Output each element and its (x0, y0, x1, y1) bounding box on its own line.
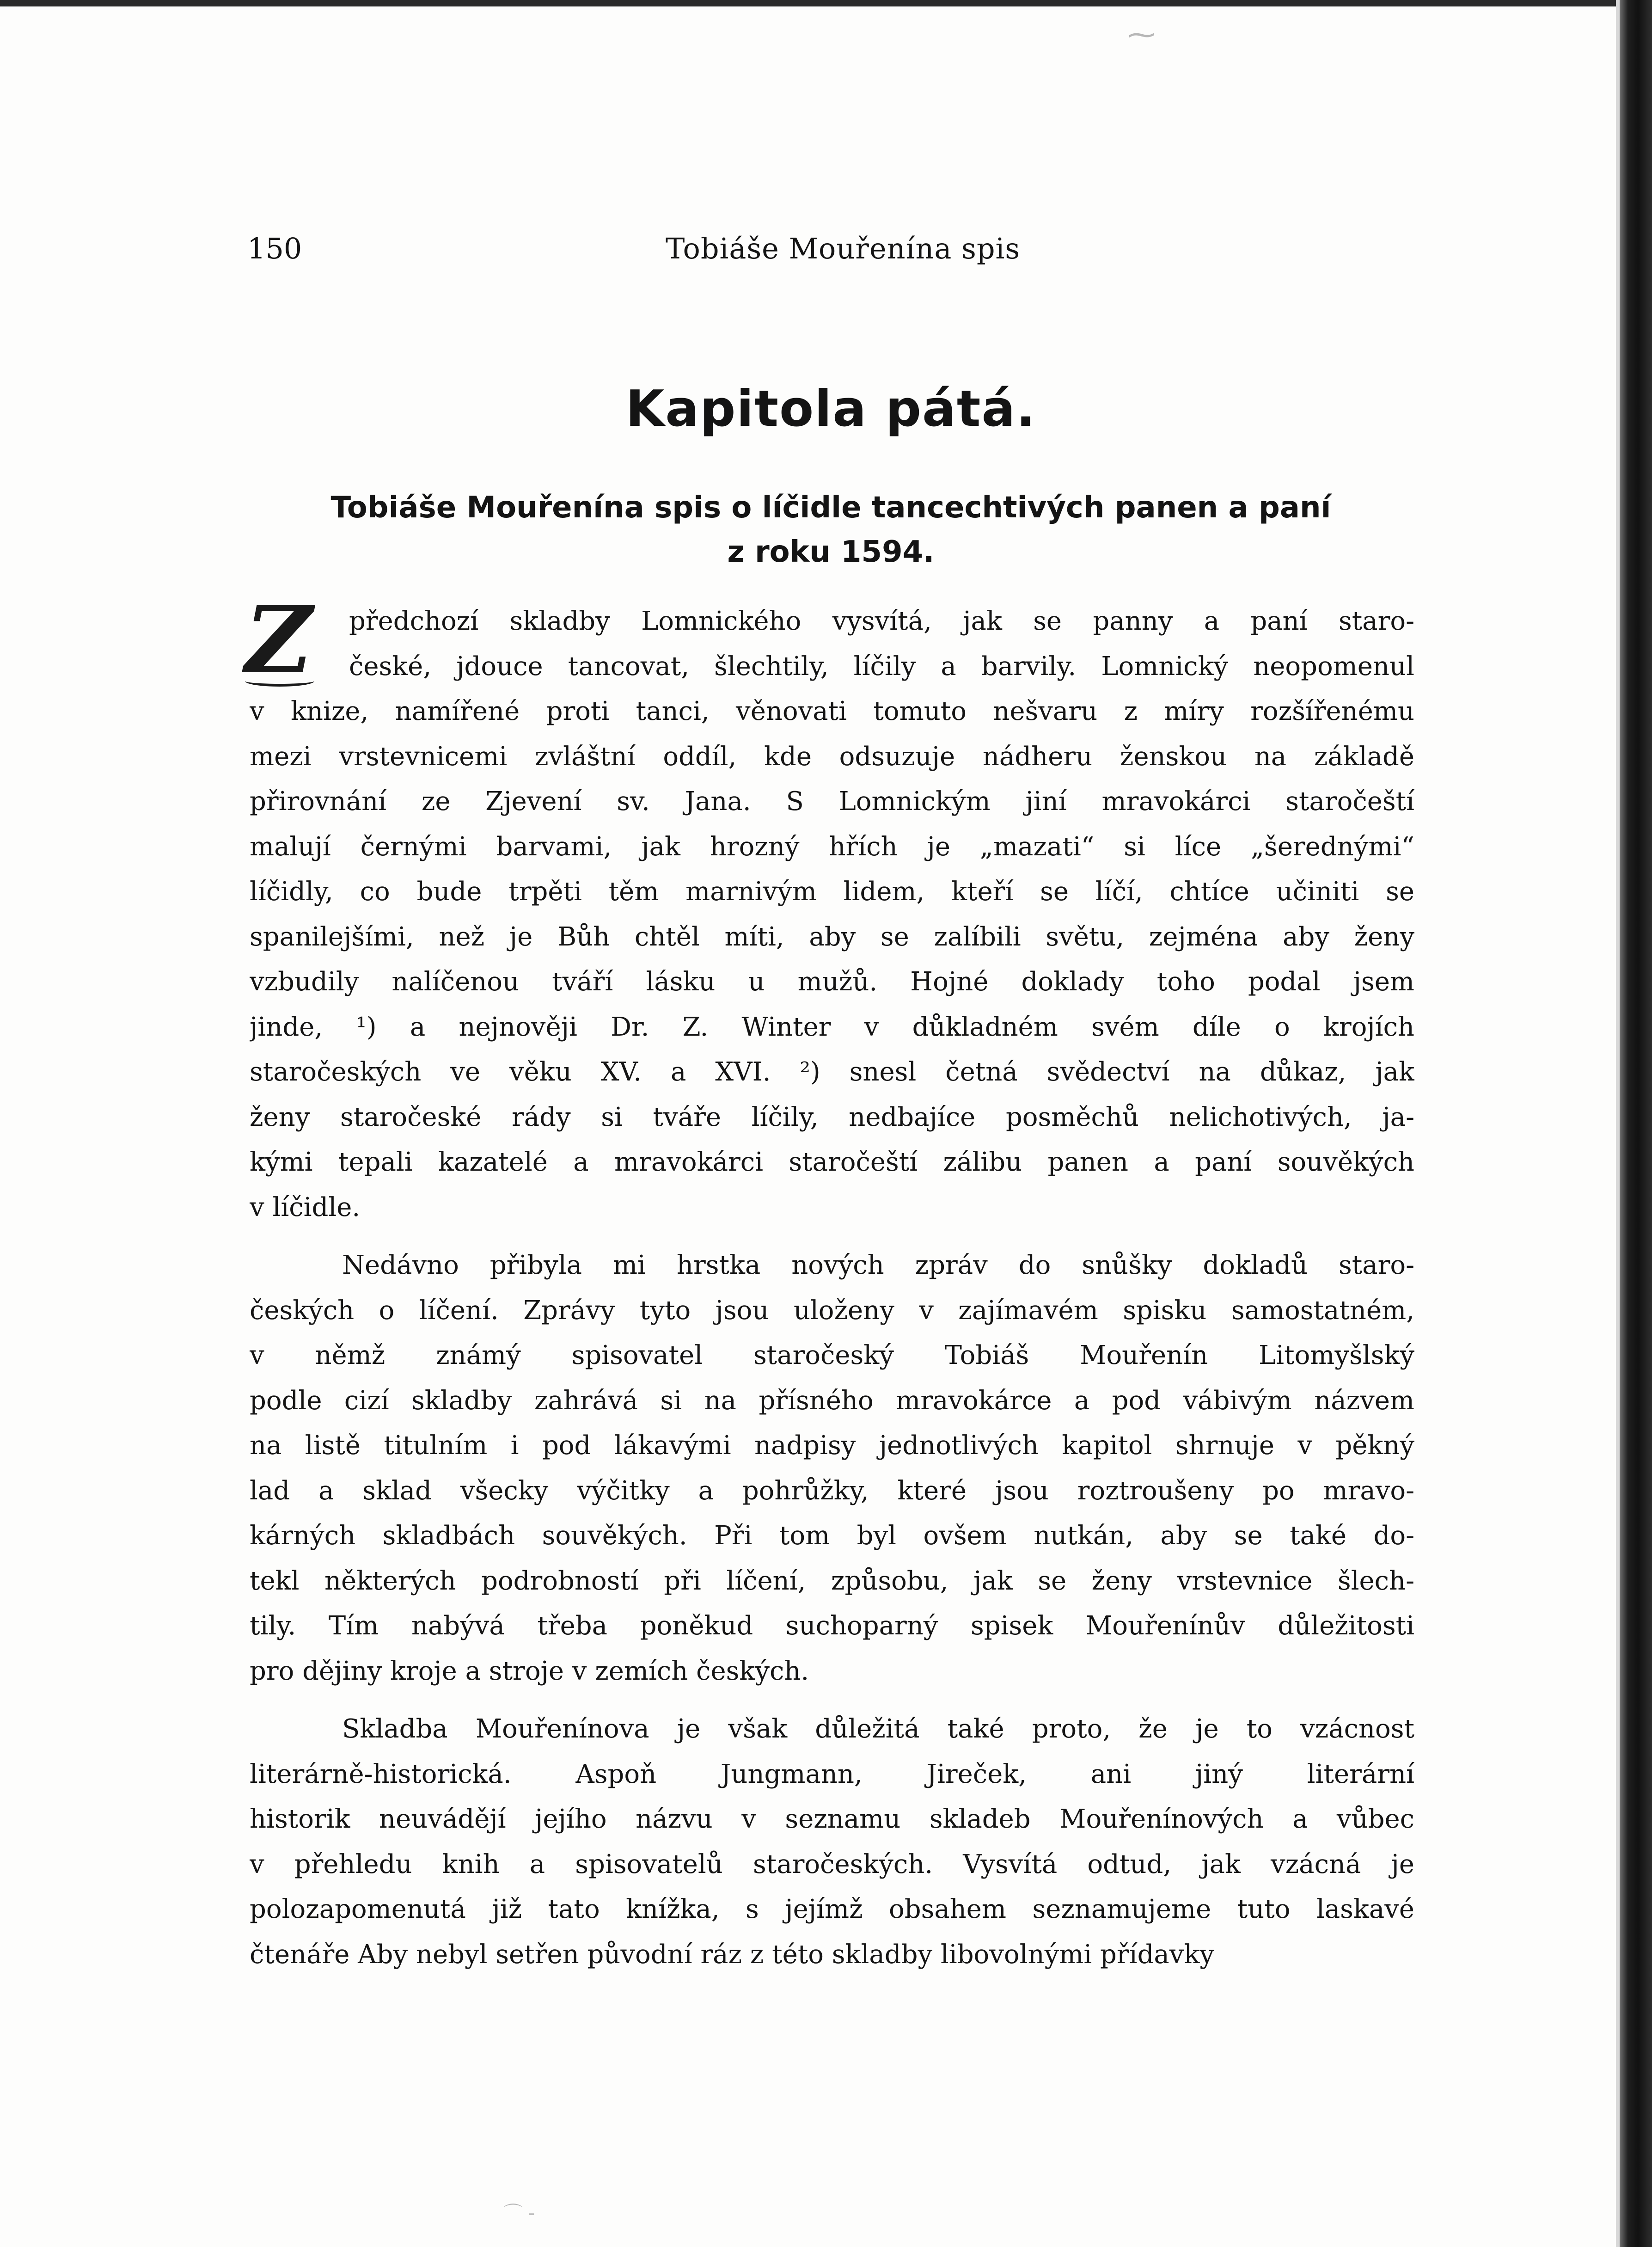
subtitle-line-2: z roku 1594. (727, 535, 935, 569)
page-right-margin-shadow (1616, 0, 1620, 2247)
paragraph-gap (250, 1230, 1414, 1243)
text-line: kými tepali kazatelé a mravokárci staročeští zálibu panen a paní souvěkých (250, 1147, 1414, 1177)
text-line: vzbudily nalíčenou tváří lásku u mužů. Hojné doklady toho podal jsem (250, 967, 1414, 997)
text-line: malují černými barvami, jak hrozný hřích je „mazati“ si líce „šerednými“ (250, 831, 1414, 862)
text-line: tily. Tím nabývá třeba poněkud suchoparný spisek Mouřenínův důležitosti (250, 1611, 1414, 1641)
pencil-mark-icon: ⁓ (1128, 18, 1156, 51)
text-line: tekl některých podrobností při líčení, způsobu, jak se ženy vrstevnice šlech- (250, 1566, 1414, 1596)
text-line: kárných skladbách souvěkých. Při tom byl ovšem nutkán, aby se také do- (250, 1521, 1414, 1551)
page-number: 150 (247, 232, 302, 265)
paragraphs (250, 599, 1414, 1977)
text-line: Nedávno přibyla mi hrstka nových zpráv do snůšky dokladů staro- (342, 1250, 1414, 1280)
text-line: spanilejšími, než je Bůh chtěl míti, aby se zalíbili světu, zejména aby ženy (250, 921, 1414, 952)
text-line: na listě titulním i pod lákavými nadpisy jednotlivých kapitol shrnuje v pěkný (250, 1430, 1414, 1461)
text-line: lad a sklad všecky výčitky a pohrůžky, které jsou roztroušeny po mravo- (250, 1475, 1414, 1506)
text-line: v přehledu knih a spisovatelů staročeských. Vysvítá odtud, jak vzácná je (250, 1849, 1414, 1879)
text-line: přirovnání ze Zjevení sv. Jana. S Lomnickým jiní mravokárci staročeští (250, 786, 1414, 817)
text-line: podle cizí skladby zahrává si na přísného mravokárce a pod vábivým názvem (250, 1385, 1414, 1416)
chapter-subtitle (247, 485, 1414, 574)
text-line: polozapomenutá již tato knížka, s jejímž obsahem seznamujeme tuto laskavé (250, 1894, 1414, 1924)
running-header (247, 230, 1024, 267)
body-text (245, 586, 1414, 1977)
text-line: mezi vrstevnicemi zvláštní oddíl, kde odsuzuje nádheru ženskou na základě (250, 741, 1414, 772)
text-line: ženy staročeské rády si tváře líčily, nedbajíce posměchů nelichotivých, ja- (250, 1102, 1414, 1132)
text-line: historik neuvádějí jejího názvu v seznamu skladeb Mouřenínových a vůbec (250, 1804, 1414, 1834)
drop-cap-initial: Z (245, 599, 337, 691)
text-line: v němž známý spisovatel staročeský Tobiáš Mouřenín Litomyšlský (250, 1340, 1414, 1370)
running-title: Tobiáše Mouřenína spis (666, 232, 1021, 265)
chapter-title: Kapitola pátá. (625, 380, 1036, 438)
text-line: pro dějiny kroje a stroje v zemích českých. (250, 1656, 809, 1686)
text-line: českých o líčení. Zprávy tyto jsou uloženy v zajímavém spisku samostatném, (250, 1295, 1414, 1326)
text-line: předchozí skladby Lomnického vysvítá, jak se panny a paní staro- (349, 606, 1414, 636)
text-line: jinde, ¹) a nejnověji Dr. Z. Winter v důkladném svém díle o krojích (250, 1012, 1414, 1042)
text-line: v knize, namířené proti tanci, věnovati tomuto nešvaru z míry rozšířenému (250, 696, 1414, 726)
subtitle-line-1: Tobiáše Mouřenína spis o líčidle tancechtivých panen a paní (330, 491, 1331, 525)
text-line: literárně-historická. Aspoň Jungmann, Jireček, ani jiný literární (250, 1759, 1414, 1789)
scan-top-edge (0, 0, 1652, 6)
text-line: Skladba Mouřenínova je však důležitá také proto, že je to vzácnost (342, 1714, 1414, 1744)
text-line: čtenáře Aby nebyl setřen původní ráz z této skladby libovolnými přídavky (250, 1939, 1215, 1970)
text-line: v líčidle. (250, 1192, 361, 1222)
text-line: líčidly, co bude trpěti těm marnivým lidem, kteří se líčí, chtíce učiniti se (250, 877, 1414, 907)
text-line: staročeských ve věku XV. a XVI. ²) snesl četná svědectví na důkaz, jak (250, 1057, 1414, 1087)
text-line: české, jdouce tancovat, šlechtily, líčily a barvily. Lomnický neopomenul (349, 651, 1414, 681)
paragraph-gap (250, 1694, 1414, 1707)
scan-right-edge (1620, 0, 1652, 2247)
smudge-mark-icon: ⌒ ‐ (504, 2203, 535, 2224)
